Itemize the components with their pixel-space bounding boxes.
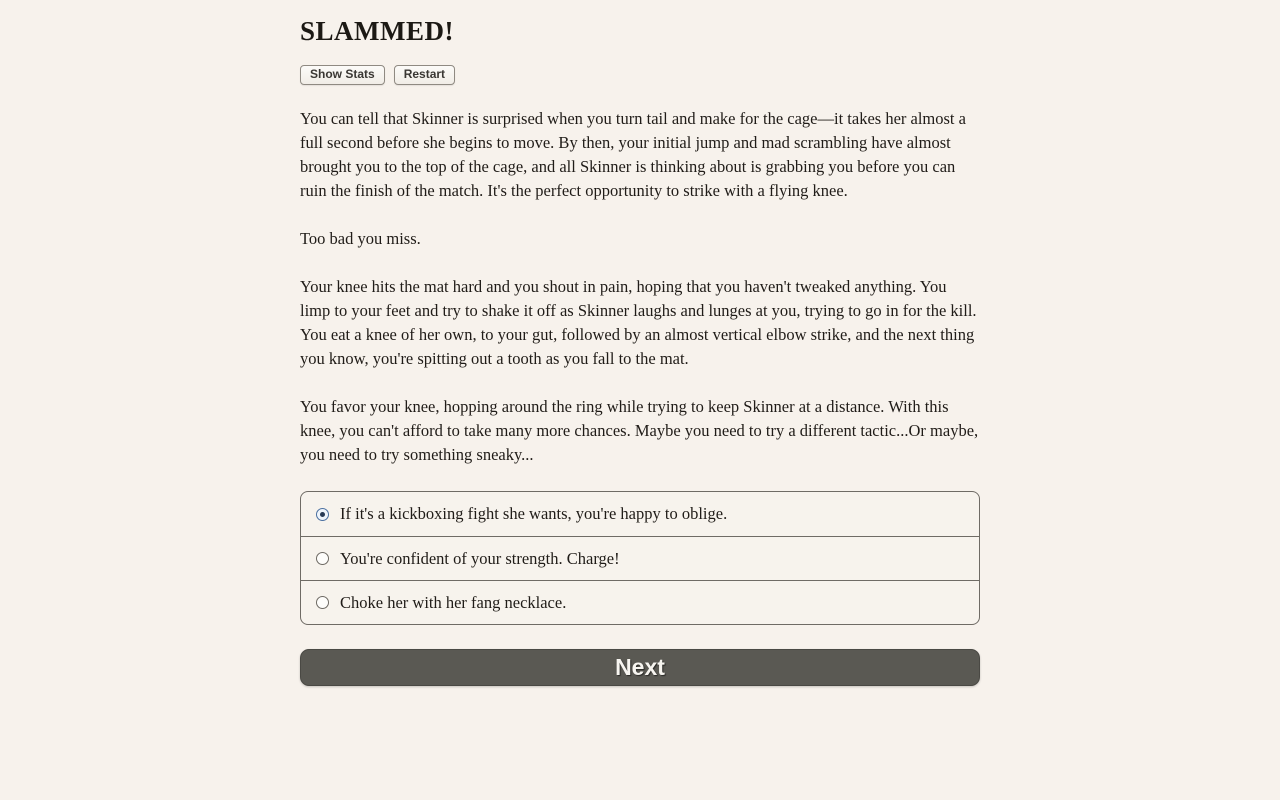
story-paragraph: Too bad you miss.: [300, 229, 421, 249]
choice-option-label: You're confident of your strength. Charge!: [340, 548, 620, 568]
story-paragraph: Your knee hits the mat hard and you shout in pain, hoping that you haven't tweaked anything. You limp to your feet and try to shake it off as Skinner laughs and lunges at you, trying to go in for the kill. You eat a knee of her own, to your gut, followed by an almost vertical elbow strike, and the next thing you know, you're spitting out a tooth as you fall to the mat.: [300, 277, 977, 369]
story-paragraph: You can tell that Skinner is surprised when you turn tail and make for the cage—it takes her almost a full second before she begins to move. By then, your initial jump and mad scrambling have almost brought you to the top of the cage, and all Skinner is thinking about is grabbing you before you can ruin the finish of the match. It's the perfect opportunity to strike with a flying knee.: [300, 109, 966, 201]
choice-option-label: If it's a kickboxing fight she wants, you're happy to oblige.: [340, 504, 728, 524]
radio-button-icon[interactable]: [316, 596, 329, 609]
page-title: SLAMMED!: [300, 16, 454, 46]
choice-option-label: Choke her with her fang necklace.: [340, 592, 567, 612]
next-button[interactable]: Next: [300, 649, 980, 686]
restart-button[interactable]: Restart: [394, 65, 455, 85]
story-text: [300, 107, 980, 467]
choice-list: [300, 491, 980, 625]
show-stats-button[interactable]: Show Stats: [300, 65, 385, 85]
choice-option-3[interactable]: [301, 580, 979, 624]
toolbar: [300, 65, 980, 85]
radio-button-icon[interactable]: [316, 552, 329, 565]
choice-option-2[interactable]: [301, 536, 979, 580]
story-paragraph: You favor your knee, hopping around the ring while trying to keep Skinner at a distance. With this knee, you can't afford to take many more chances. Maybe you need to try a different tactic...Or maybe, you need to try something sneaky...: [300, 397, 979, 465]
choice-option-1[interactable]: [301, 492, 979, 536]
radio-button-icon[interactable]: [316, 508, 329, 521]
story-page: [300, 0, 980, 686]
